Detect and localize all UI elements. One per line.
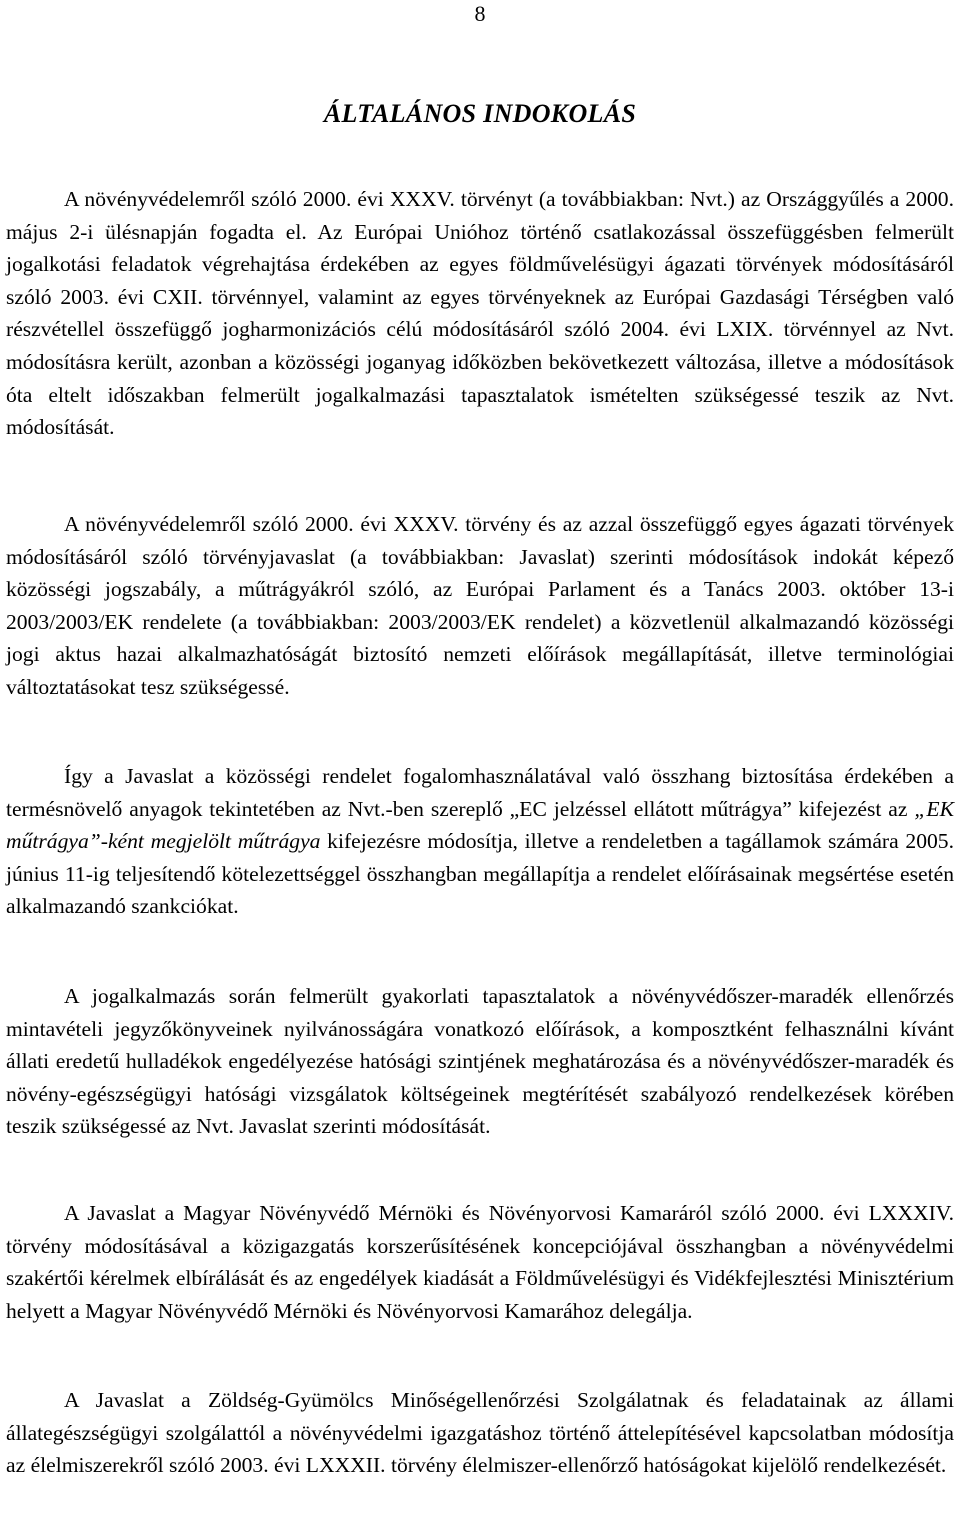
paragraph-2: A növényvédelemről szóló 2000. évi XXXV. törvény és az azzal összefüggő egyes ágazati törvények módosításáról szóló törvényjavaslat (a továbbiakban: Javaslat) szerinti módosítások indokát képező közösségi jogszabály, a műtrágyákról szóló, az Európai Parlament és a Tanács 2003. október 13-i 2003/2003/EK rendelete (a továbbiakban: 2003/2003/EK rendelet) a közvetlenül alkalmazandó közösségi jogi aktus hazai alkalmazhatóságát biztosító nemzeti előírások megállapítását, illetve terminológiai változtatásokat tesz szükségessé.	[6, 512, 954, 699]
paragraph-3-text-after: kifejezésre módosítja, illetve a rendeletben a tagállamok számára 2005. június 11-ig teljesítendő kötelezettséggel összhangban megállapítja a rendelet előírásainak megsértése esetén alkalmazandó szankciókat.	[6, 829, 954, 919]
paragraph-3	[6, 760, 954, 923]
paragraph-3-italic-term: „EK műtrágya”-ként megjelölt műtrágya	[6, 796, 954, 854]
paragraph-4: A jogalkalmazás során felmerült gyakorlati tapasztalatok a növényvédőszer-maradék ellenőrzés mintavételi jegyzőkönyveinek nyilvánosságára vonatkozó előírások, a komposztként felhasználni kívánt állati eredetű hulladékok engedélyezése hatósági szintjének meghatározása és a növényvédőszer-maradék és növény-egészségügyi hatósági vizsgálatok költségeinek megtérítését szabályozó rendelkezések körében teszik szükségessé az Nvt. Javaslat szerinti módosítását.	[6, 984, 954, 1139]
paragraph-3-text-before: Így a Javaslat a közösségi rendelet fogalomhasználatával való összhang biztosítása érdekében a termésnövelő anyagok tekintetében az Nvt.-ben szereplő „EC jelzéssel ellátott műtrágya” kifejezést az	[6, 764, 954, 821]
paragraph-5: A Javaslat a Magyar Növényvédő Mérnöki és Növényorvosi Kamaráról szóló 2000. évi LXXXIV. törvény módosításával a közigazgatás korszerűsítésének koncepciójával összhangban a növényvédelmi szakértői kérelmek elbírálását és az engedélyek kiadását a Földművelésügyi és Vidékfejlesztési Minisztérium helyett a Magyar Növényvédő Mérnöki és Növényorvosi Kamarához delegálja.	[6, 1201, 954, 1323]
section-heading: ÁLTALÁNOS INDOKOLÁS	[323, 99, 637, 128]
page-number: 8	[474, 1, 486, 26]
paragraph-1: A növényvédelemről szóló 2000. évi XXXV. törvényt (a továbbiakban: Nvt.) az Országgyűlés a 2000. május 2-i ülésnapján fogadta el. Az Európai Unióhoz történő csatlakozással összefüggésben felmerült jogalkotási feladatok végrehajtása érdekében az egyes földművelésügyi ágazati törvények módosításáról szóló 2003. évi CXII. törvénnyel, valamint az egyes törvényeknek az Európai Gazdasági Térségben való részvétellel összefüggő jogharmonizációs célú módosításáról szóló 2004. évi LXIX. törvénnyel az Nvt. módosításra került, azonban a közösségi joganyag időközben bekövetkezett változása, illetve a módosítások óta eltelt időszakban felmerült jogalkalmazási tapasztalatok ismételten szükségessé teszik az Nvt. módosítását.	[6, 187, 954, 440]
paragraph-6: A Javaslat a Zöldség-Gyümölcs Minőségellenőrzési Szolgálatnak és feladatainak az állami állategészségügyi szolgálattól a növényvédelmi igazgatáshoz történő áttelepítésével kapcsolatban módosítja az élelmiszerekről szóló 2003. évi LXXXII. törvény élelmiszer-ellenőrző hatóságokat kijelölő rendelkezését.	[6, 1388, 954, 1478]
